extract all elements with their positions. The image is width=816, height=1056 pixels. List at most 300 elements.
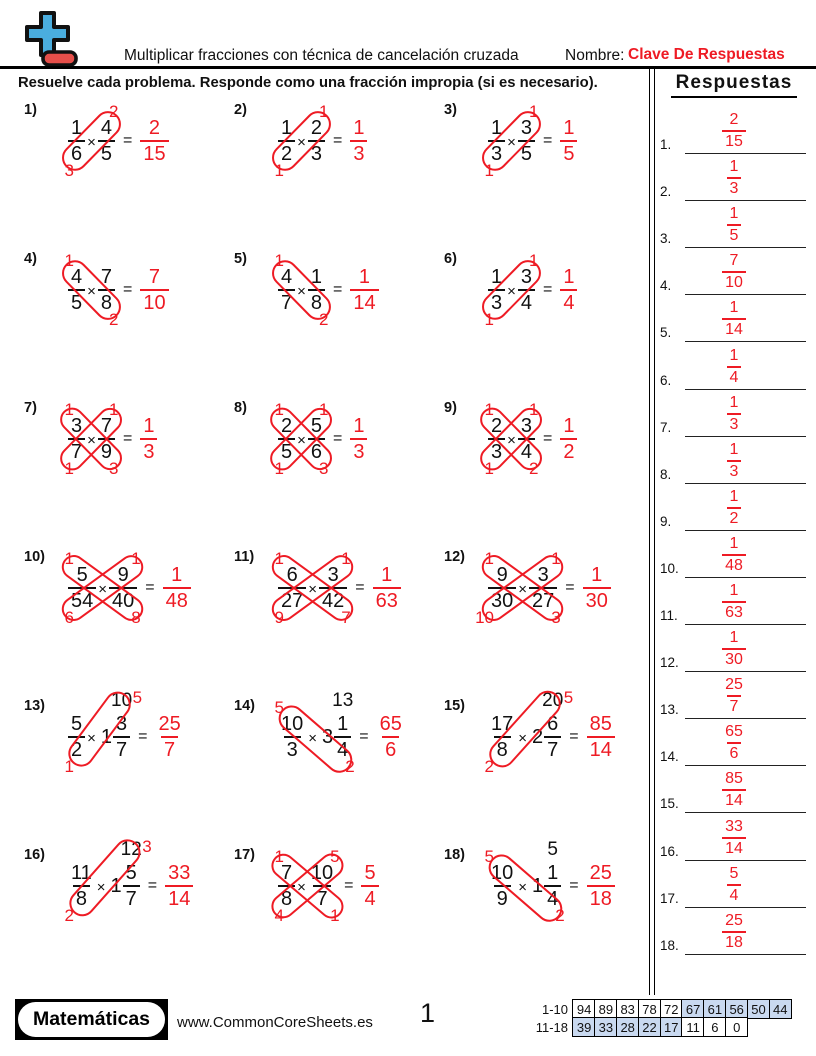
score-cell: 56 xyxy=(725,999,748,1019)
answer-blank-line xyxy=(685,860,806,861)
fraction-2-numerator: 5 xyxy=(310,415,323,437)
score-cell: 22 xyxy=(638,1017,661,1037)
equals-sign: = xyxy=(123,430,133,447)
fraction-2 xyxy=(308,118,325,164)
cancel-mark-tl: 5 xyxy=(274,698,284,717)
problem-expression xyxy=(64,400,157,478)
answer-row-numerator: 1 xyxy=(729,487,739,505)
answer-row-fraction xyxy=(658,205,810,247)
fraction-2-wrap xyxy=(308,416,325,462)
fraction-2-numerator: 5 xyxy=(125,862,137,884)
fraction-2 xyxy=(308,863,336,909)
fraction-2 xyxy=(113,714,130,760)
answer-numerator: 7 xyxy=(148,266,161,288)
answer-numerator: 2 xyxy=(148,117,161,139)
fraction-1-numerator: 17 xyxy=(491,713,514,735)
improper-numerator: 20 xyxy=(542,690,564,711)
fraction-1 xyxy=(488,565,516,611)
answer-row xyxy=(658,769,810,816)
problem-number: 14) xyxy=(234,698,255,714)
answer-denominator: 2 xyxy=(560,438,577,462)
fraction-2-numerator: 4 xyxy=(100,117,113,139)
fraction-2-denominator: 40 xyxy=(109,587,137,611)
answer-row-number: 13. xyxy=(660,702,679,718)
answer-denominator: 14 xyxy=(165,885,193,909)
multiplication-group xyxy=(274,690,355,776)
answer-row-number: 7. xyxy=(660,419,672,435)
answer-row xyxy=(658,581,810,628)
fraction-2 xyxy=(98,267,115,313)
problem-number: 13) xyxy=(24,698,45,714)
whole-number: 3 xyxy=(322,725,334,748)
fraction-2 xyxy=(98,118,115,164)
answer-row-number: 16. xyxy=(660,843,679,859)
brand-logo xyxy=(15,999,168,1040)
multiply-sign: × xyxy=(518,580,528,598)
answer-row xyxy=(658,298,810,345)
answer-blank-line xyxy=(685,530,806,531)
multiplication-group xyxy=(274,549,351,627)
fraction-2-numerator: 6 xyxy=(547,713,559,735)
cancel-mark-br: 2 xyxy=(529,459,539,478)
page-number: 1 xyxy=(420,998,436,1028)
vertical-separator xyxy=(649,69,655,995)
problem-expression xyxy=(64,837,193,925)
equals-sign: = xyxy=(344,877,354,894)
fraction-2 xyxy=(518,267,535,313)
multiplication-group xyxy=(484,102,539,180)
plus-minus-logo-icon xyxy=(16,10,82,70)
answer-row-numerator: 1 xyxy=(729,534,739,552)
answer-row-number: 14. xyxy=(660,749,679,765)
multiply-sign: × xyxy=(507,282,516,300)
answer-blank-line xyxy=(685,341,806,342)
problem-number: 2) xyxy=(234,102,247,118)
fraction-1-denominator: 9 xyxy=(494,885,511,909)
answer-row-numerator: 1 xyxy=(729,440,739,458)
problem-number: 18) xyxy=(444,847,465,863)
score-cell: 78 xyxy=(638,999,661,1019)
answer-row-denominator: 7 xyxy=(727,695,742,715)
fraction-1-numerator: 1 xyxy=(71,117,83,139)
problem-number: 1) xyxy=(24,102,37,118)
fraction-2-denominator: 8 xyxy=(98,289,115,313)
answer-row xyxy=(658,864,810,911)
fraction-1-denominator: 3 xyxy=(284,736,301,760)
fraction-2-numerator: 3 xyxy=(537,564,549,586)
answer-denominator: 15 xyxy=(140,140,168,164)
answer-row-denominator: 14 xyxy=(722,318,746,338)
answer-blank-line xyxy=(685,954,806,955)
cancel-mark-br: 3 xyxy=(551,608,561,627)
fraction-2-denominator: 7 xyxy=(544,736,561,760)
answer-blank-line xyxy=(685,718,806,719)
answer-row-number: 4. xyxy=(660,278,672,294)
problem-expression xyxy=(484,251,577,329)
answer-row-denominator: 3 xyxy=(727,177,742,197)
fraction-1-denominator: 2 xyxy=(68,736,85,760)
answer-numerator: 25 xyxy=(158,713,181,735)
answer-blank-line xyxy=(685,624,806,625)
cancel-mark-br: 7 xyxy=(341,608,351,627)
multiply-sign: × xyxy=(308,580,318,598)
score-cell: 44 xyxy=(769,999,792,1019)
answer-row-denominator: 3 xyxy=(727,460,742,480)
cancel-mark-br: 3 xyxy=(319,459,329,478)
score-cell: 33 xyxy=(594,1017,617,1037)
cancel-mark-ir: 5 xyxy=(132,688,143,707)
fraction-1-numerator: 10 xyxy=(281,713,304,735)
answer-row-numerator: 1 xyxy=(729,299,739,317)
fraction-2-denominator: 9 xyxy=(98,438,115,462)
fraction-2 xyxy=(518,416,535,462)
fraction-2-denominator: 6 xyxy=(308,438,325,462)
answer-row xyxy=(658,393,810,440)
cancel-mark-tr: 1 xyxy=(341,549,351,568)
whole-number: 1 xyxy=(532,874,544,897)
fraction-2-wrap xyxy=(98,416,115,462)
fraction-2-wrap xyxy=(529,565,557,611)
answer-blank-line xyxy=(685,436,806,437)
multiply-sign: × xyxy=(96,878,106,896)
problem-expression xyxy=(274,690,405,776)
name-value: Clave De Respuestas xyxy=(628,46,785,63)
answer-row-fraction xyxy=(658,299,810,341)
answer-fraction xyxy=(350,118,367,164)
answer-numerator: 65 xyxy=(379,713,402,735)
fraction-1-numerator: 1 xyxy=(281,117,293,139)
fraction-2-wrap xyxy=(518,416,535,462)
answer-fraction xyxy=(163,565,191,611)
answer-numerator: 1 xyxy=(171,564,183,586)
cancel-mark-br: 1 xyxy=(330,906,340,925)
brand-name: Matemáticas xyxy=(18,1002,165,1037)
answer-fraction xyxy=(350,267,378,313)
answer-row xyxy=(658,816,810,863)
fraction-1-numerator: 2 xyxy=(281,415,293,437)
answer-fraction xyxy=(377,714,405,760)
cancel-mark-tr: 5 xyxy=(330,847,340,866)
cancel-mark-br: 3 xyxy=(109,459,119,478)
equals-sign: = xyxy=(543,430,553,447)
answer-row-fraction xyxy=(658,536,810,574)
equals-sign: = xyxy=(333,281,343,298)
multiplication-group xyxy=(64,251,119,329)
answer-row-denominator: 15 xyxy=(722,130,746,150)
problem-number: 12) xyxy=(444,549,465,565)
fraction-1-numerator: 1 xyxy=(491,266,503,288)
multiply-sign: × xyxy=(87,729,96,747)
problem-expression xyxy=(64,251,169,329)
cancel-mark-bl: 9 xyxy=(274,608,284,627)
problem-number: 16) xyxy=(24,847,45,863)
improper-numerator: 5 xyxy=(547,839,558,860)
answer-row xyxy=(658,675,810,722)
answer-row-fraction xyxy=(658,489,810,527)
fraction-1-denominator: 5 xyxy=(68,289,85,313)
fraction-2-wrap xyxy=(319,565,347,611)
equals-sign: = xyxy=(123,132,133,149)
fraction-1-numerator: 5 xyxy=(76,564,88,586)
fraction-2-wrap xyxy=(308,267,325,313)
answer-fraction xyxy=(361,863,378,909)
score-row-label: 11-18 xyxy=(535,1019,568,1035)
answer-row-numerator: 1 xyxy=(729,158,739,176)
cancel-mark-bl: 1 xyxy=(64,757,74,776)
multiply-sign: × xyxy=(297,282,306,300)
fraction-1-numerator: 3 xyxy=(71,415,83,437)
cancel-mark-bl: 3 xyxy=(64,161,74,180)
fraction-1 xyxy=(488,267,505,313)
answer-fraction xyxy=(560,416,577,462)
multiplication-group xyxy=(274,400,329,478)
multiply-sign: × xyxy=(507,133,516,151)
answer-row-number: 8. xyxy=(660,466,672,482)
problem-expression xyxy=(64,549,191,627)
fraction-1-numerator: 4 xyxy=(71,266,83,288)
fraction-2-wrap xyxy=(98,267,115,313)
problem xyxy=(18,547,228,696)
answer-denominator: 48 xyxy=(163,587,191,611)
answer-row-numerator: 1 xyxy=(729,346,739,364)
answer-row-denominator: 3 xyxy=(727,413,742,433)
cancel-mark-bl: 4 xyxy=(274,906,284,925)
problem-expression xyxy=(475,549,611,627)
website-url: www.CommonCoreSheets.es xyxy=(177,1014,373,1031)
problem-number: 6) xyxy=(444,251,457,267)
fraction-2-wrap xyxy=(332,690,354,761)
answer-numerator: 1 xyxy=(563,117,575,139)
problem xyxy=(438,839,648,994)
equals-sign: = xyxy=(138,728,148,745)
problems-grid xyxy=(18,100,648,994)
cancel-mark-tr: 1 xyxy=(319,400,329,419)
answer-row-numerator: 25 xyxy=(725,676,743,694)
fraction-2 xyxy=(308,416,325,462)
answer-row-numerator: 1 xyxy=(729,393,739,411)
answer-denominator: 3 xyxy=(350,140,367,164)
problem xyxy=(438,100,648,249)
answer-row-numerator: 1 xyxy=(729,205,739,223)
answer-row-fraction xyxy=(658,348,810,386)
problem-expression xyxy=(274,400,367,478)
score-table xyxy=(528,999,792,1037)
multiply-sign: × xyxy=(507,431,516,449)
score-cell: 67 xyxy=(681,999,704,1019)
cancel-mark-bl: 2 xyxy=(64,906,74,925)
equals-sign: = xyxy=(145,579,155,596)
answer-row-fraction xyxy=(658,676,810,718)
answer-row-denominator: 5 xyxy=(727,224,742,244)
answer-row xyxy=(658,911,810,958)
answer-fraction xyxy=(165,863,193,909)
fraction-1-denominator: 7 xyxy=(278,289,295,313)
fraction-2-numerator: 3 xyxy=(327,564,339,586)
answer-row-fraction xyxy=(658,913,810,951)
problem xyxy=(438,547,648,696)
answer-denominator: 6 xyxy=(382,736,399,760)
cancel-mark-ir: 3 xyxy=(142,837,152,856)
multiply-sign: × xyxy=(87,282,96,300)
score-row xyxy=(528,999,792,1019)
score-cell: 72 xyxy=(660,999,683,1019)
fraction-2-numerator: 3 xyxy=(520,117,533,139)
answer-row-fraction xyxy=(658,866,810,904)
problem-number: 11) xyxy=(234,549,255,565)
problem-number: 9) xyxy=(444,400,457,416)
name-label: Nombre: xyxy=(565,47,625,64)
fraction-2-denominator: 5 xyxy=(518,140,535,164)
answer-blank-line xyxy=(685,247,806,248)
multiply-sign: × xyxy=(518,878,528,896)
problem xyxy=(18,249,228,398)
answer-row xyxy=(658,345,810,392)
answer-fraction xyxy=(560,118,577,164)
fraction-2-numerator: 7 xyxy=(100,415,113,437)
improper-numerator: 13 xyxy=(332,690,354,711)
answers-title: Respuestas xyxy=(671,72,798,98)
answer-row-numerator: 1 xyxy=(729,582,739,600)
fraction-1-denominator: 8 xyxy=(494,736,511,760)
problem xyxy=(18,688,228,845)
fraction-2 xyxy=(529,565,557,611)
fraction-1 xyxy=(488,416,505,462)
answer-fraction xyxy=(140,267,168,313)
score-cell: 28 xyxy=(616,1017,639,1037)
fraction-2-numerator: 10 xyxy=(310,862,334,884)
answer-denominator: 4 xyxy=(361,885,378,909)
answers-panel xyxy=(658,72,810,958)
fraction-1-numerator: 7 xyxy=(281,862,293,884)
fraction-1-denominator: 3 xyxy=(488,438,505,462)
multiplication-group xyxy=(64,688,143,776)
cancel-mark-tr: 1 xyxy=(551,549,561,568)
cancel-mark-tl: 1 xyxy=(274,847,284,866)
fraction-2-numerator: 3 xyxy=(520,415,533,437)
problem xyxy=(18,100,228,249)
answer-numerator: 1 xyxy=(563,415,575,437)
fraction-1 xyxy=(488,714,516,760)
fraction-1 xyxy=(68,714,85,760)
answer-row-numerator: 1 xyxy=(729,629,739,647)
fraction-2-numerator: 1 xyxy=(337,713,349,735)
fraction-1-numerator: 10 xyxy=(491,862,514,884)
answer-denominator: 18 xyxy=(587,885,615,909)
multiply-sign: × xyxy=(297,133,306,151)
fraction-2-denominator: 7 xyxy=(123,885,140,909)
multiply-sign: × xyxy=(87,133,96,151)
answer-row-denominator: 4 xyxy=(727,884,742,904)
fraction-1 xyxy=(278,118,295,164)
fraction-1-denominator: 3 xyxy=(488,289,505,313)
answer-row-numerator: 5 xyxy=(729,864,739,882)
answer-numerator: 1 xyxy=(591,564,603,586)
answer-row xyxy=(658,440,810,487)
fraction-1-numerator: 4 xyxy=(281,266,293,288)
problem-number: 7) xyxy=(24,400,37,416)
fraction-1-denominator: 3 xyxy=(488,140,505,164)
score-cell: 6 xyxy=(703,1017,726,1037)
fraction-2-denominator: 5 xyxy=(98,140,115,164)
cancel-mark-tr: 1 xyxy=(529,102,539,121)
answer-blank-line xyxy=(685,483,806,484)
multiplication-group xyxy=(64,549,141,627)
answer-numerator: 1 xyxy=(353,117,365,139)
problem-expression xyxy=(484,839,615,925)
answer-blank-line xyxy=(685,294,806,295)
cancel-mark-tl: 1 xyxy=(484,400,494,419)
cancel-mark-bl: 1 xyxy=(64,459,74,478)
problem xyxy=(438,688,648,845)
answer-numerator: 85 xyxy=(589,713,612,735)
equals-sign: = xyxy=(569,877,579,894)
fraction-2-numerator: 3 xyxy=(520,266,533,288)
answer-row-numerator: 65 xyxy=(725,723,743,741)
answer-numerator: 1 xyxy=(563,266,575,288)
fraction-1 xyxy=(488,118,505,164)
problem-number: 10) xyxy=(24,549,45,565)
cancel-mark-tr: 1 xyxy=(131,549,141,568)
fraction-2-denominator: 4 xyxy=(518,438,535,462)
fraction-1 xyxy=(278,416,295,462)
answer-row-number: 6. xyxy=(660,372,672,388)
answer-row-denominator: 48 xyxy=(722,554,746,574)
problem xyxy=(18,837,228,994)
multiplication-group xyxy=(64,400,119,478)
fraction-2-numerator: 3 xyxy=(116,713,128,735)
answer-row-number: 15. xyxy=(660,796,679,812)
cancel-mark-tl: 1 xyxy=(64,251,74,270)
multiply-sign: × xyxy=(518,729,528,747)
problem-number: 4) xyxy=(24,251,37,267)
equals-sign: = xyxy=(569,728,579,745)
answer-numerator: 25 xyxy=(589,862,612,884)
fraction-1-denominator: 30 xyxy=(488,587,516,611)
answer-row-fraction xyxy=(658,111,810,153)
multiplication-group xyxy=(274,102,329,180)
header-rule xyxy=(0,66,816,69)
fraction-1-denominator: 27 xyxy=(278,587,306,611)
cancel-mark-tl: 1 xyxy=(64,400,74,419)
fraction-2-wrap xyxy=(518,118,535,164)
problem-number: 15) xyxy=(444,698,465,714)
cancel-mark-bl: 1 xyxy=(274,161,284,180)
answer-fraction xyxy=(140,416,157,462)
cancel-mark-bl: 1 xyxy=(484,161,494,180)
equals-sign: = xyxy=(123,281,133,298)
answer-row-denominator: 2 xyxy=(727,507,742,527)
score-cell: 39 xyxy=(572,1017,595,1037)
cancel-mark-bl: 10 xyxy=(475,608,494,627)
cancel-mark-tr: 2 xyxy=(109,102,119,121)
problem-expression xyxy=(274,102,367,180)
cancel-mark-tl: 1 xyxy=(274,251,284,270)
fraction-1-denominator: 8 xyxy=(278,885,295,909)
fraction-2-numerator: 2 xyxy=(310,117,323,139)
cancel-mark-bl: 2 xyxy=(484,757,494,776)
fraction-2-denominator: 7 xyxy=(113,736,130,760)
cancel-mark-bl: 1 xyxy=(484,459,494,478)
multiplication-group xyxy=(64,102,119,180)
score-cell: 17 xyxy=(660,1017,683,1037)
equals-sign: = xyxy=(565,579,575,596)
fraction-2-wrap xyxy=(111,688,143,761)
whole-number: 1 xyxy=(110,874,122,897)
equals-sign: = xyxy=(355,579,365,596)
answer-blank-line xyxy=(685,200,806,201)
equals-sign: = xyxy=(333,132,343,149)
answer-row-denominator: 18 xyxy=(722,931,746,951)
